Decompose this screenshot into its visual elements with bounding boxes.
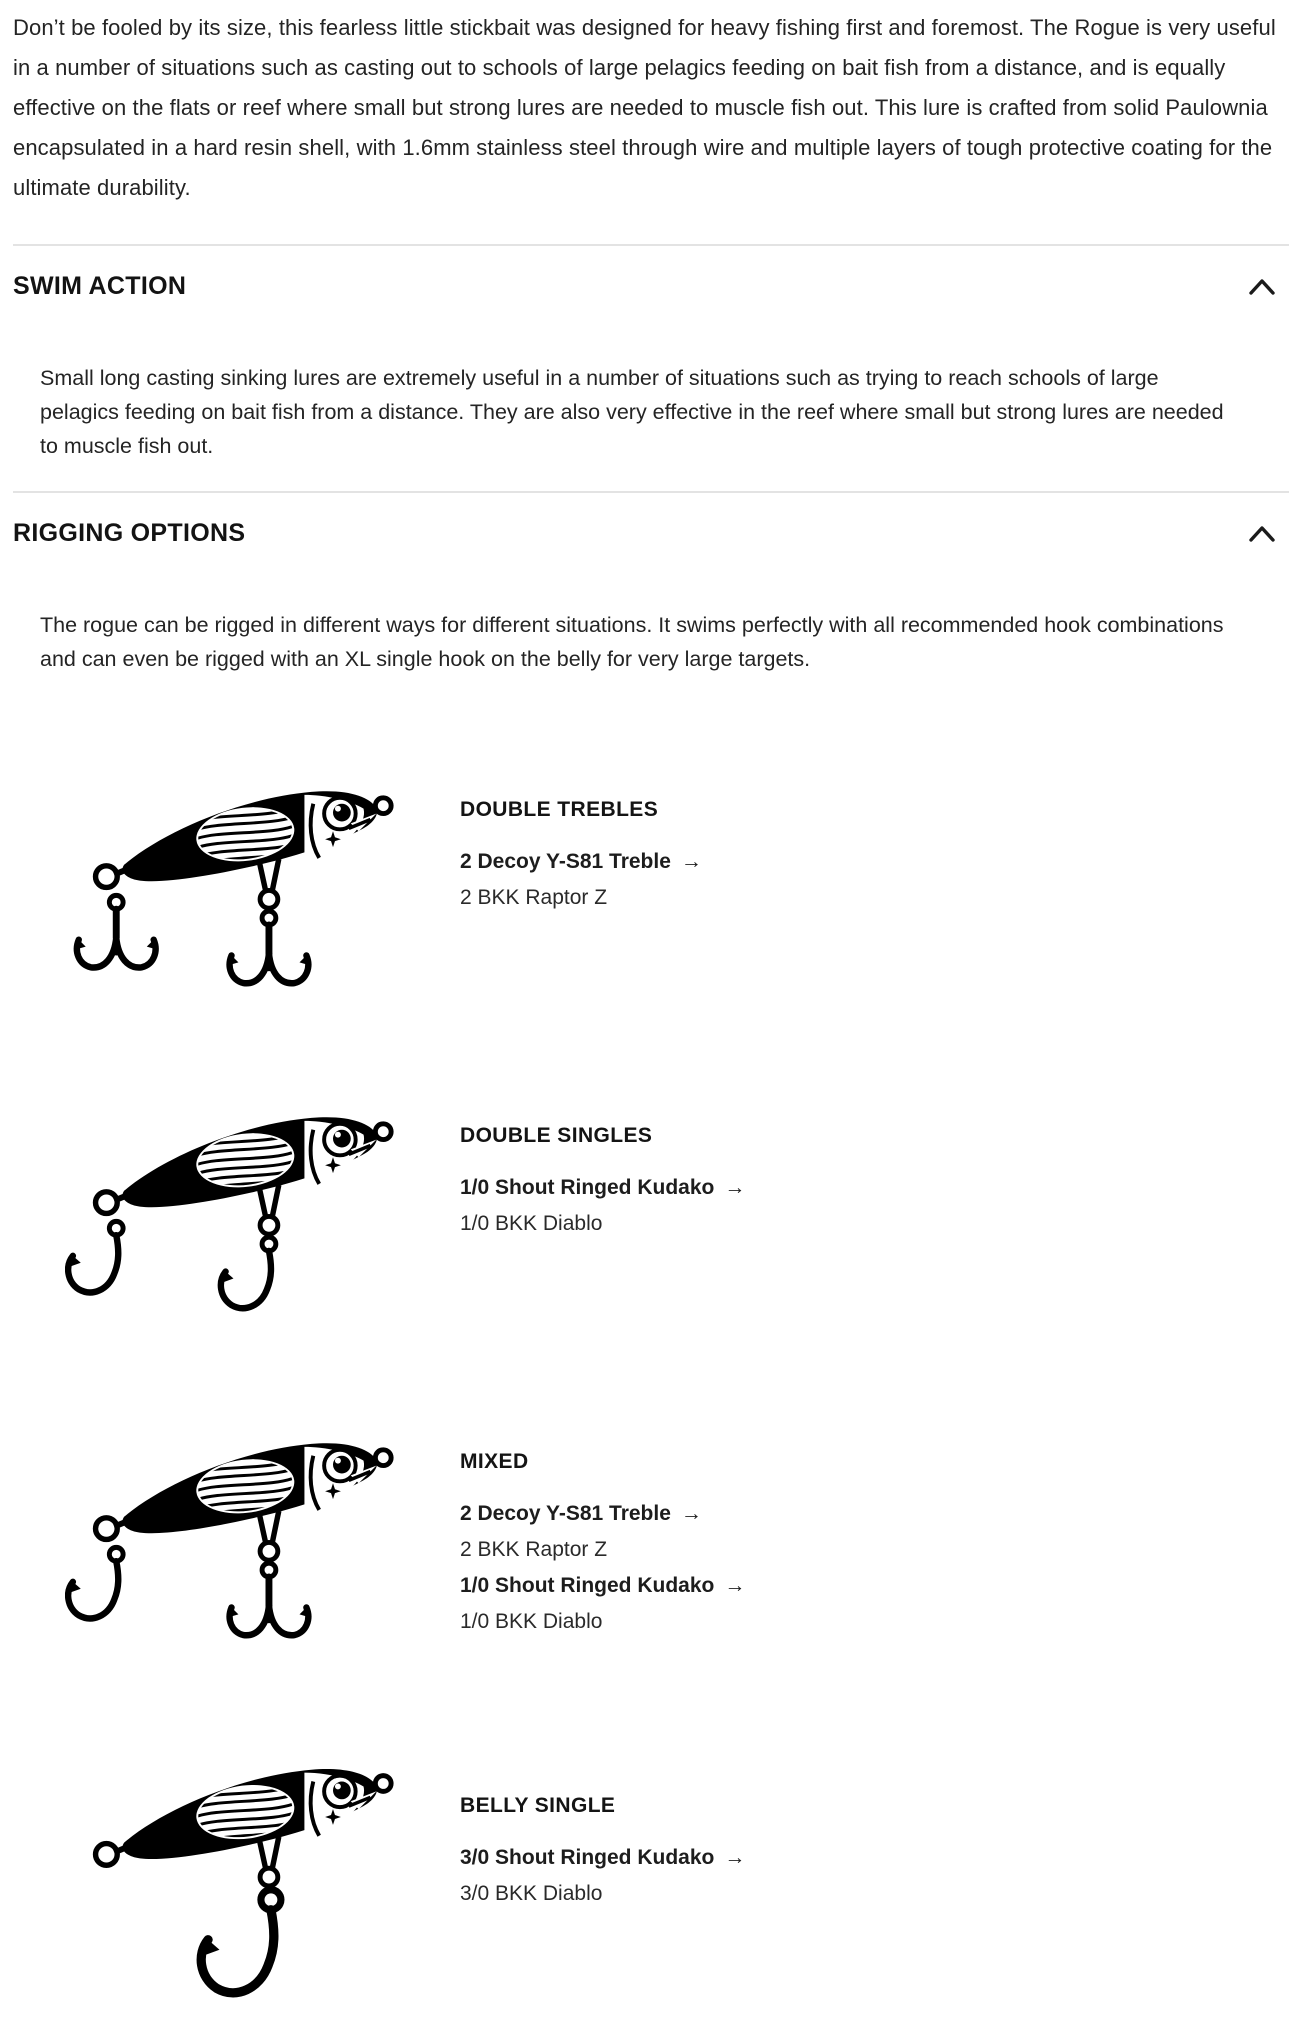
lure-illustration (65, 1424, 400, 1656)
hook-primary-option (460, 1170, 745, 1206)
hook-primary-option (460, 1568, 745, 1604)
hook-option-pair (460, 844, 702, 916)
hook-option-pair (460, 1170, 745, 1242)
hook-alternative-option: 2 BKK Raptor Z (460, 1538, 608, 1561)
lure-with-large-belly-single-hook-illustration (65, 1750, 400, 2016)
rigging-option-name: BELLY SINGLE (460, 1794, 616, 1817)
right-arrow-icon: → (680, 1502, 702, 1525)
rigging-option-text (460, 1750, 745, 1912)
rigging-options-list (13, 772, 1289, 2021)
hook-alternative-option: 1/0 BKK Diablo (460, 1610, 603, 1633)
rigging-option-text (460, 1424, 745, 1640)
hook-primary-label: 3/0 Shout Ringed Kudako (460, 1846, 715, 1869)
right-arrow-icon: → (724, 1176, 746, 1199)
hook-options (460, 844, 702, 916)
right-arrow-icon: → (680, 850, 702, 873)
right-arrow-icon: → (724, 1574, 746, 1597)
accordion-header-swim-action[interactable] (13, 246, 1289, 301)
product-intro-paragraph: Don’t be fooled by its size, this fearless little stickbait was designed for heavy fishing first and foremost. The Rogue is very useful in a number of situations such as casting out to schools of large pelagics feeding on bait fish from a distance, and is equally effective on the flats or reef where small but strong lures are needed to muscle fish out. This lure is crafted from solid Paulownia encapsulated in a hard resin shell, with 1.6mm stainless steel through wire and multiple layers of tough protective coating for the ultimate durability. (13, 15, 1276, 200)
right-arrow-icon: → (724, 1846, 746, 1869)
rigging-option-name: DOUBLE SINGLES (460, 1124, 653, 1147)
hook-primary-label: 2 Decoy Y-S81 Treble (460, 850, 671, 873)
hook-option-pair (460, 1568, 745, 1640)
hook-options (460, 1840, 745, 1912)
lure-with-two-single-hooks-illustration (65, 1098, 400, 1325)
chevron-up-icon[interactable] (1249, 278, 1275, 295)
hook-primary-label: 1/0 Shout Ringed Kudako (460, 1574, 715, 1597)
hook-primary-option (460, 1496, 745, 1532)
hook-alternative-option: 1/0 BKK Diablo (460, 1212, 603, 1235)
chevron-up-icon[interactable] (1249, 525, 1275, 542)
section-title-swim-action: SWIM ACTION (13, 272, 187, 300)
hook-primary-option (460, 1840, 745, 1876)
accordion-header-rigging-options[interactable] (13, 493, 1289, 548)
rigging-option-row (13, 1424, 1289, 1656)
rigging-option-name: MIXED (460, 1450, 529, 1473)
hook-primary-label: 2 Decoy Y-S81 Treble (460, 1502, 671, 1525)
lure-illustration (65, 1750, 400, 2021)
hook-primary-label: 1/0 Shout Ringed Kudako (460, 1176, 715, 1199)
hook-alternative-option: 3/0 BKK Diablo (460, 1882, 603, 1905)
rigging-option-text (460, 772, 702, 916)
hook-option-pair (460, 1840, 745, 1912)
lure-illustration (65, 772, 400, 1004)
rigging-option-text (460, 1098, 745, 1242)
rigging-option-name: DOUBLE TREBLES (460, 798, 659, 821)
rigging-option-row (13, 772, 1289, 1004)
rigging-options-paragraph: The rogue can be rigged in different ways for different situations. It swims perfectly with all recommended hook combinations and can even be rigged with an XL single hook on the belly for very large targets. (40, 613, 1224, 671)
hook-option-pair (460, 1496, 745, 1568)
section-title-rigging-options: RIGGING OPTIONS (13, 519, 246, 547)
lure-illustration (65, 1098, 400, 1330)
hook-options (460, 1170, 745, 1242)
rigging-option-row (13, 1750, 1289, 2021)
hook-alternative-option: 2 BKK Raptor Z (460, 886, 608, 909)
swim-action-paragraph: Small long casting sinking lures are extremely useful in a number of situations such as trying to reach schools of large pelagics feeding on bait fish from a distance. They are also very effective in the reef where small but strong lures are needed to muscle fish out. (40, 366, 1224, 458)
lure-with-tail-single-and-belly-treble-illustration (65, 1424, 400, 1651)
hook-primary-option (460, 844, 702, 880)
rigging-option-row (13, 1098, 1289, 1330)
lure-with-two-treble-hooks-illustration (65, 772, 400, 999)
hook-options (460, 1496, 745, 1640)
